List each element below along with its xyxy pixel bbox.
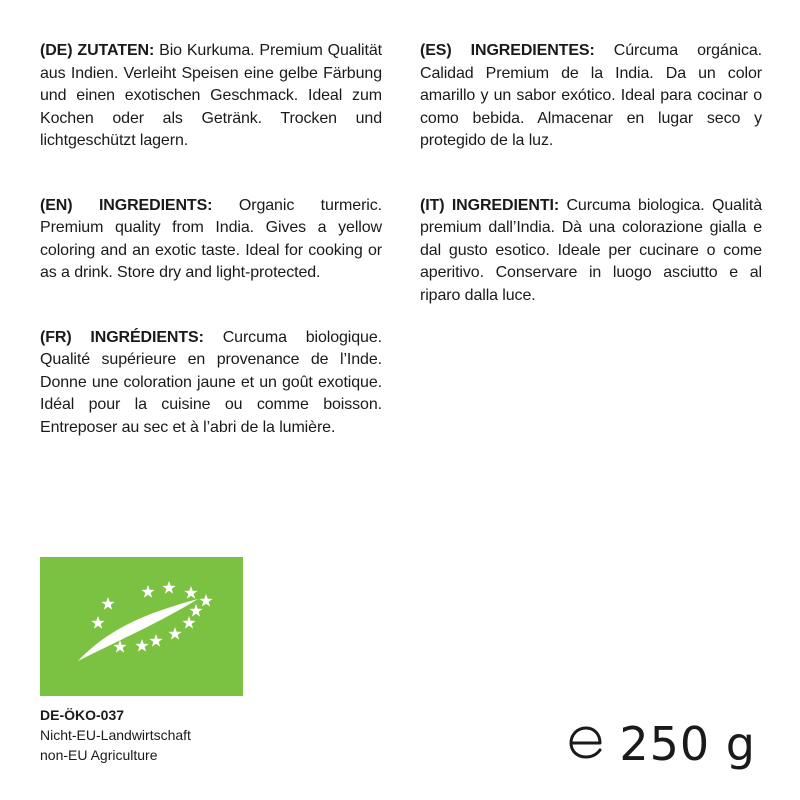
net-weight-amount: 250 g [619, 717, 756, 771]
lang-label-es: (ES) INGREDIENTES: [420, 42, 595, 59]
origin-de: Nicht-EU-Landwirtschaft [40, 727, 191, 743]
lang-label-fr: (FR) INGRÉDIENTS: [40, 328, 204, 346]
ingredients-it [420, 195, 762, 308]
eu-star-icon [189, 604, 202, 617]
certification-code: DE-ÖKO-037 [40, 707, 125, 723]
ingredients-es [420, 40, 762, 153]
ingredients-column-left [40, 40, 382, 481]
eu-star-icon [162, 581, 175, 594]
net-weight [567, 716, 756, 772]
ingredients-text-de: Bio Kurkuma. Premium Qualität aus Indien. Verleiht Speisen eine gelbe Färbung und einen exotischen Geschmack. Ideal zum Kochen oder als Getränk. Trocken und lichtgeschützt lagern. [40, 42, 382, 149]
lang-label-de: (DE) ZUTATEN: [40, 42, 155, 59]
lang-label-it: (IT) INGREDIENTI: [420, 196, 560, 214]
eu-star-icon [135, 639, 148, 652]
ingredients-text-en: Organic turmeric. Premium quality from India. Gives a yellow coloring and an exotic taste. Ideal for cooking or as a drink. Store dry and light-protected. [40, 196, 382, 281]
eu-star-icon [182, 616, 195, 629]
ingredients-fr [40, 327, 382, 440]
eu-organic-leaf-logo-icon [40, 557, 243, 696]
origin-en: non-EU Agriculture [40, 747, 158, 763]
lang-label-en: (EN) INGREDIENTS: [40, 196, 213, 214]
ingredients-column-right [420, 40, 762, 349]
eu-star-icon [101, 597, 114, 610]
ingredients-text-fr: Curcuma biologique. Qualité supérieure en provenance de l’Inde. Donne une coloration jaune et un goût exotique. Idéal pour la cuisine ou comme boisson. Entreposer au sec et à l’abri de la lumière. [40, 328, 382, 436]
eu-star-icon [184, 586, 197, 599]
certification-block [40, 705, 191, 765]
eu-star-icon [91, 616, 104, 629]
ingredients-en [40, 195, 382, 285]
eu-leaf-swoosh-icon [78, 599, 198, 661]
eu-star-icon [149, 634, 162, 647]
eu-star-icon [168, 627, 181, 640]
eu-star-icon [141, 585, 154, 598]
ingredients-text-es: Cúrcuma orgánica. Calidad Premium de la India. Da un color amarillo y un sabor exótico. Ideal para cocinar o como bebida. Almacenar en lugar seco y protegido de la luz. [420, 42, 762, 149]
ingredients-text-it: Curcuma biologica. Qualità premium dall’India. Dà una colorazione gialla e dal gusto esotico. Ideale per cucinare o come aperitivo. Conservare in luogo asciutto e al riparo dalla luce. [420, 196, 762, 304]
eu-star-icon [199, 594, 212, 607]
ingredients-de [40, 40, 382, 153]
estimated-e-mark-icon [567, 724, 605, 765]
